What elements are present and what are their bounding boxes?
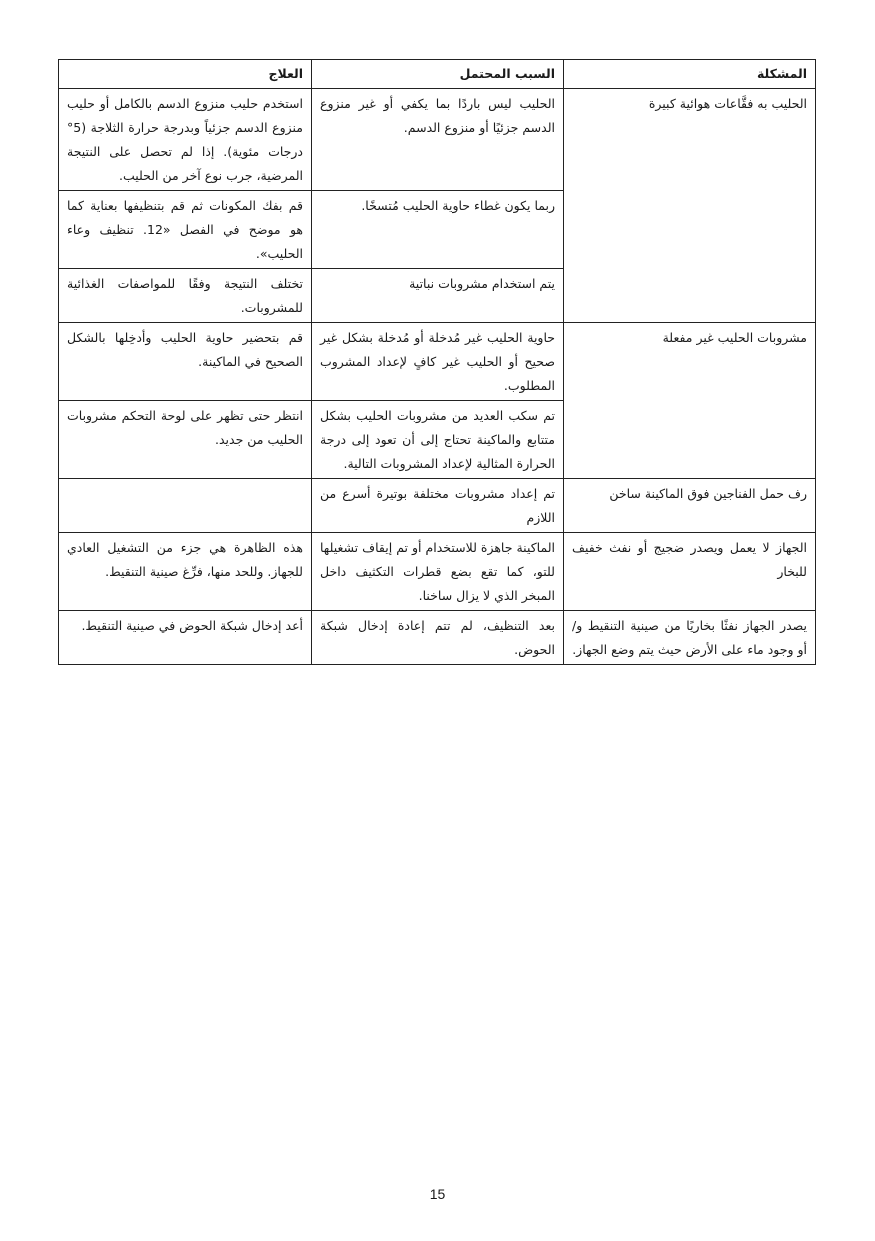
table-header-row	[59, 60, 816, 89]
header-cause: السبب المحتمل	[312, 60, 564, 89]
remedy-cell: أعد إدخال شبكة الحوض في صينية التنقيط.	[59, 611, 312, 665]
remedy-cell: استخدم حليب منزوع الدسم بالكامل أو حليب منزوع الدسم جزئياً وبدرجة حرارة الثلاجة (5° درجات مئوية). إذا لم تحصل على النتيجة المرضية، جرب نوع آخر من الحليب.	[59, 89, 312, 191]
table-row	[59, 89, 816, 191]
table-row	[59, 533, 816, 611]
remedy-cell: انتظر حتى تظهر على لوحة التحكم مشروبات الحليب من جديد.	[59, 401, 312, 479]
problem-cell: مشروبات الحليب غير مفعلة	[564, 323, 816, 479]
cause-cell: حاوية الحليب غير مُدخلة أو مُدخلة بشكل غير صحيح أو الحليب غير كافٍ لإعداد المشروب المطلوب.	[312, 323, 564, 401]
problem-cell: رف حمل الفناجين فوق الماكينة ساخن	[564, 479, 816, 533]
cause-cell: الماكينة جاهزة للاستخدام أو تم إيقاف تشغيلها للتو، كما تقع بضع قطرات التكثيف داخل المبخر الذي لا يزال ساخنا.	[312, 533, 564, 611]
remedy-cell: قم بفك المكونات ثم قم بتنظيفها بعناية كما هو موضح في الفصل «12. تنظيف وعاء الحليب».	[59, 191, 312, 269]
troubleshooting-table	[58, 59, 816, 665]
cause-cell: ربما يكون غطاء حاوية الحليب مُتسخًا.	[312, 191, 564, 269]
header-problem: المشكلة	[564, 60, 816, 89]
table-row	[59, 323, 816, 401]
page-number: 15	[429, 1186, 446, 1202]
table-row	[59, 611, 816, 665]
problem-cell: يصدر الجهاز نفثًا بخاريًا من صينية التنقيط و/ أو وجود ماء على الأرض حيث يتم وضع الجهاز.	[564, 611, 816, 665]
remedy-cell: قم بتحضير حاوية الحليب وأدخِلها بالشكل الصحيح في الماكينة.	[59, 323, 312, 401]
remedy-cell: هذه الظاهرة هي جزء من التشغيل العادي للجهاز. وللحد منها، فرِّغ صينية التنقيط.	[59, 533, 312, 611]
remedy-cell	[59, 479, 312, 533]
cause-cell: الحليب ليس باردًا بما يكفي أو غير منزوع الدسم جزئيًا أو منزوع الدسم.	[312, 89, 564, 191]
table-row	[59, 479, 816, 533]
remedy-cell: تختلف النتيجة وفقًا للمواصفات الغذائية للمشروبات.	[59, 269, 312, 323]
header-remedy: العلاج	[59, 60, 312, 89]
cause-cell: بعد التنظيف، لم تتم إعادة إدخال شبكة الحوض.	[312, 611, 564, 665]
cause-cell: يتم استخدام مشروبات نباتية	[312, 269, 564, 323]
cause-cell: تم سكب العديد من مشروبات الحليب بشكل متتابع والماكينة تحتاج إلى أن تعود إلى درجة الحرارة المثالية لإعداد المشروبات التالية.	[312, 401, 564, 479]
cause-cell: تم إعداد مشروبات مختلفة بوتيرة أسرع من اللازم	[312, 479, 564, 533]
problem-cell: الجهاز لا يعمل ويصدر ضجيج أو نفث خفيف للبخار	[564, 533, 816, 611]
problem-cell: الحليب به فقَّاعات هوائية كبيرة	[564, 89, 816, 323]
